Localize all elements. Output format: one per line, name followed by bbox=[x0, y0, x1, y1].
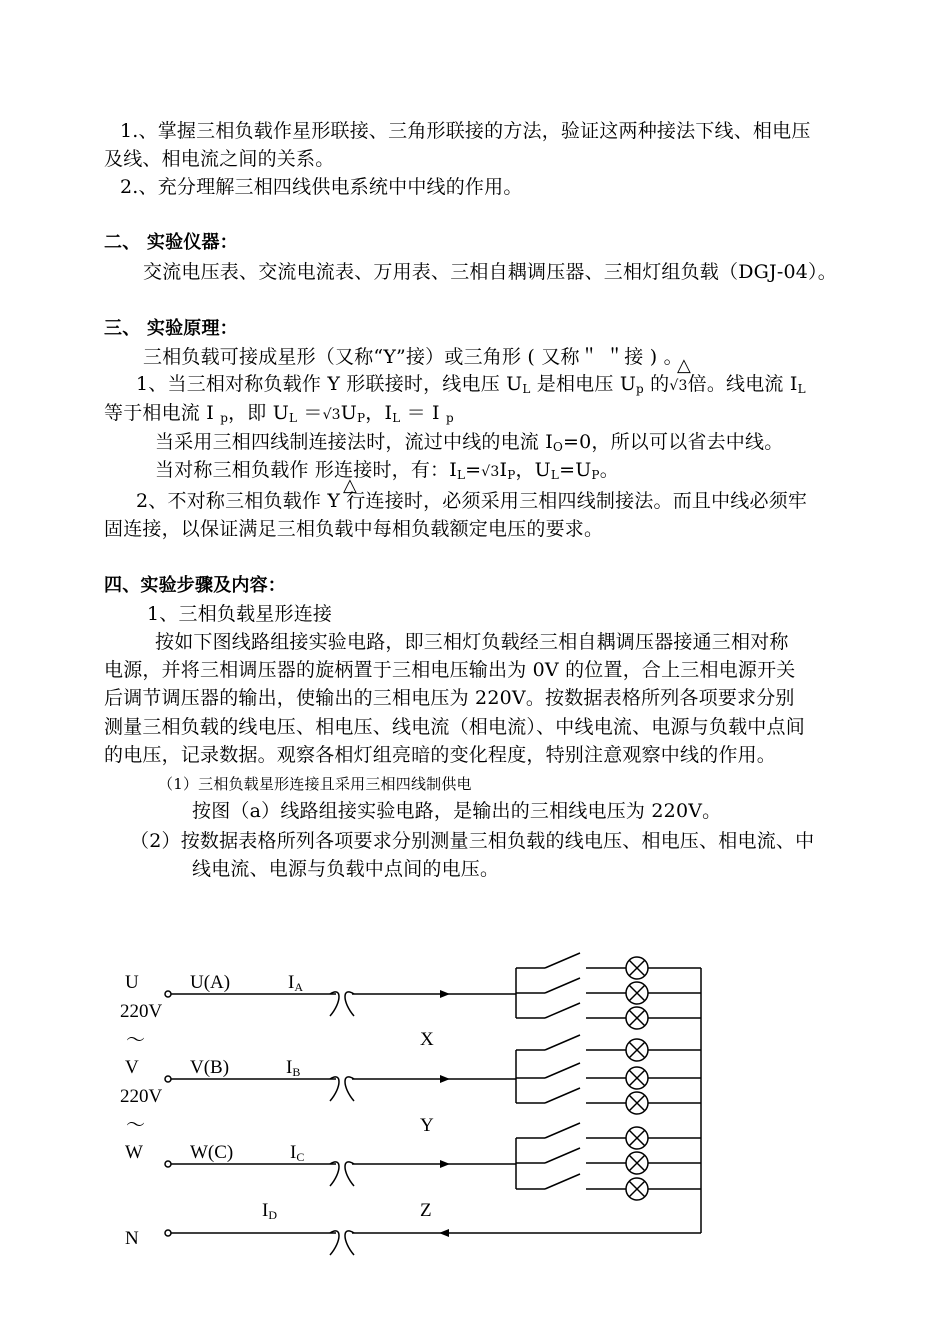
procedure-line-4: 测量三相负载的线电压、相电压、线电流（相电流）、中线电流、电源与负载中点间 bbox=[104, 716, 805, 738]
procedure-line-3: 后调节调压器的输出，使输出的三相电压为 220V。按数据表格所列各项要求分别 bbox=[104, 687, 795, 709]
label-volt-2: 220V bbox=[120, 1086, 163, 1107]
ammeter-c bbox=[330, 1162, 354, 1186]
section-2-heading: 二、 实验仪器： bbox=[104, 232, 238, 253]
lamp bbox=[626, 1039, 648, 1061]
step-2-cont: 线电流、电源与负载中点间的电压。 bbox=[192, 858, 500, 880]
label-volt-1: 220V bbox=[120, 1001, 163, 1022]
lamp bbox=[626, 1178, 648, 1200]
star-connection-title: 1、三相负载星形连接 bbox=[147, 603, 333, 625]
lamp bbox=[626, 1152, 648, 1174]
principle-1-cont: 等于相电流 I $_p$，即 $U_L =√3U_P$，$I_L = I$ $_p$ bbox=[104, 402, 454, 425]
principle-2-cont: 固连接，以保证满足三相负载中每相负载额定电压的要求。 bbox=[104, 518, 604, 540]
ammeter-a bbox=[330, 992, 354, 1016]
step-1: （1）三相负载星形连接且采用三相四线制供电 bbox=[158, 775, 472, 793]
label-wc: W(C) bbox=[190, 1142, 234, 1163]
step-2: （2）按数据表格所列各项要求分别测量三相负载的线电压、相电压、相电流、中 bbox=[130, 830, 815, 852]
objective-1: 1.、掌握三相负载作星形联接、三角形联接的方法，验证这两种接法下线、相电压 bbox=[120, 120, 811, 142]
label-ua: U(A) bbox=[190, 972, 231, 993]
step-1-detail: 按图（a）线路组接实验电路，是输出的三相线电压为 220V。 bbox=[192, 800, 722, 822]
lamp bbox=[626, 1067, 648, 1089]
terminal-u bbox=[165, 991, 171, 997]
lamp bbox=[626, 1127, 648, 1149]
switch-a2 bbox=[545, 978, 580, 993]
principle-delta: 当对称三相负载作 形连接时，有：$I_L=√3I_P$，$U_L=U_P$。 bbox=[155, 459, 619, 482]
objective-2: 2.、充分理解三相四线供电系统中中线的作用。 bbox=[120, 176, 523, 198]
label-y: Y bbox=[420, 1115, 434, 1136]
label-x: X bbox=[420, 1029, 434, 1050]
procedure-line-5: 的电压，记录数据。观察各相灯组亮暗的变化程度，特别注意观察中线的作用。 bbox=[104, 744, 777, 766]
delta-symbol-2: △ bbox=[343, 475, 357, 496]
label-ic: IC bbox=[290, 1142, 305, 1164]
principle-neutral: 当采用三相四线制连接法时，流过中线的电流 $I_O=0$，所以可以省去中线。 bbox=[155, 431, 784, 454]
switch-a3 bbox=[545, 1003, 580, 1018]
label-id: ID bbox=[262, 1200, 277, 1222]
procedure-line-1: 按如下图线路组接实验电路，即三相灯负载经三相自耦调压器接通三相对称 bbox=[155, 631, 789, 653]
terminal-v bbox=[165, 1076, 171, 1082]
ammeter-d bbox=[330, 1231, 354, 1255]
terminal-w bbox=[165, 1161, 171, 1167]
procedure-line-2: 电源，并将三相调压器的旋柄置于三相电压输出为 0V 的位置，合上三相电源开关 bbox=[104, 659, 796, 681]
lamp bbox=[626, 957, 648, 979]
label-u: U bbox=[125, 972, 139, 993]
label-n: N bbox=[125, 1228, 139, 1249]
switch-c2 bbox=[545, 1148, 580, 1163]
switch-b1 bbox=[545, 1035, 580, 1050]
label-vb: V(B) bbox=[190, 1057, 230, 1078]
lamp bbox=[626, 1007, 648, 1029]
principle-1: 1、当三相对称负载作 Y 形联接时，线电压 $U_L$ 是相电压 $U_p$ 的√3倍。线电流 $I_L$ bbox=[136, 373, 806, 396]
label-v: V bbox=[125, 1057, 139, 1078]
terminal-n bbox=[165, 1230, 171, 1236]
lamp bbox=[626, 1092, 648, 1114]
principle-2: 2、不对称三相负载作 Y 行连接时，必须采用三相四线制接法。而且中线必须牢 bbox=[136, 490, 808, 512]
label-tilde-2: ～ bbox=[126, 1115, 146, 1136]
section-3-heading: 三、 实验原理： bbox=[104, 318, 238, 339]
label-tilde-1: ～ bbox=[126, 1030, 146, 1051]
switch-b2 bbox=[545, 1063, 580, 1078]
switch-c3 bbox=[545, 1174, 580, 1189]
section-4-heading: 四、实验步骤及内容： bbox=[104, 575, 286, 596]
principle-intro: 三相负载可接成星形（又称“Y”接）或三角形 ( 又称＂ ＂接 ) 。 bbox=[143, 346, 683, 368]
switch-a1 bbox=[545, 953, 580, 968]
label-w: W bbox=[125, 1142, 143, 1163]
label-z: Z bbox=[420, 1200, 432, 1221]
label-ib: IB bbox=[286, 1057, 301, 1079]
section-2-body: 交流电压表、交流电流表、万用表、三相自耦调压器、三相灯组负载（DGJ-04）。 bbox=[143, 261, 837, 283]
lamp bbox=[626, 982, 648, 1004]
ammeter-b bbox=[330, 1077, 354, 1101]
switch-b3 bbox=[545, 1088, 580, 1103]
objective-1-cont: 及线、相电流之间的关系。 bbox=[104, 148, 335, 170]
label-ia: IA bbox=[288, 972, 303, 994]
switch-c1 bbox=[545, 1123, 580, 1138]
delta-symbol: △ bbox=[677, 355, 691, 376]
